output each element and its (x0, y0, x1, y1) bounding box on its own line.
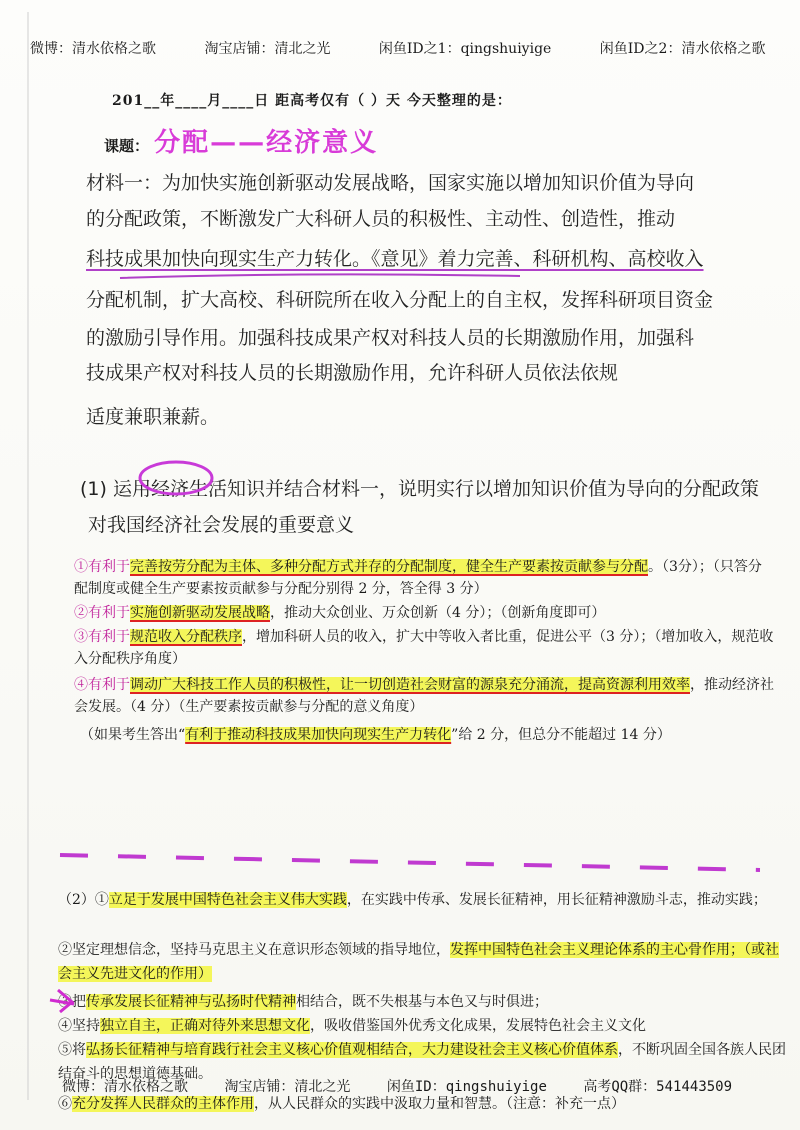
answer-item: ①有利于完善按劳分配为主体、多种分配方式并存的分配制度，健全生产要素按贡献参与分配。（3分）；（只答分配制度或健全生产要素按贡献参与分配分别得 2 分，答全得 3 分） (74, 559, 762, 597)
material-line: 分配机制，扩大高校、科研院所在收入分配上的自主权，发挥科研项目资金 (86, 289, 714, 311)
topic-label: 课题： (104, 137, 150, 155)
section2-item: ③把传承发展长征精神与弘扬时代精神相结合，既不失根基与本色又与时俱进； (58, 994, 548, 1010)
footer-xianyu: 闲鱼ID：qingshuiyige (386, 1079, 547, 1095)
section2-item: ⑤将弘扬长征精神与培育践行社会主义核心价值观相结合，大力建设社会主义核心价值体系，不断巩固全国各族人民团结奋斗的思想道德基础。 (58, 1042, 786, 1082)
date-line: 201__年____月____日 距高考仅有（ ）天 今天整理的是： (112, 93, 512, 109)
page-header (30, 38, 790, 58)
scoring-note: （如果考生答出“有利于推动科技成果加快向现实生产力转化”给 2 分，但总分不能超过 14 分） (80, 727, 671, 743)
question-line: (1) 运用经济生活知识并结合材料一，说明实行以增加知识价值为导向的分配政策 (80, 478, 759, 500)
topic-title: 分配——经济意义 (154, 128, 379, 158)
footer-qq: 高考QQ群：541443509 (583, 1079, 733, 1095)
material-line: 的分配政策，不断激发广大科研人员的积极性、主动性、创造性，推动 (86, 208, 676, 230)
answer-item: ④有利于调动广大科技工作人员的积极性，让一切创造社会财富的源泉充分涌流，提高资源利用效率，推动经济社会发展。（4 分）（生产要素按贡献参与分配的意义角度） (74, 677, 774, 715)
section2-item: ④坚持独立自主，正确对待外来思想文化，吸收借鉴国外优秀文化成果，发展特色社会主义文化 (58, 1018, 646, 1034)
purple-divider (60, 855, 760, 870)
answer-item: ②有利于实施创新驱动发展战略，推动大众创业、万众创新（4 分）；（创新角度即可） (74, 605, 606, 621)
purple-underline-mark (120, 274, 520, 278)
material-line: 适度兼职兼薪。 (86, 406, 220, 428)
section2-item: （2）①立足于发展中国特色社会主义伟大实践，在实践中传承、发展长征精神，用长征精神激励斗志，推动实践； (58, 892, 767, 908)
header-weibo: 微博：清水依格之歌 (30, 41, 156, 57)
answer-item: ③有利于规范收入分配秩序，增加科研人员的收入，扩大中等收入者比重，促进公平（3 分）；（增加收入，规范收入分配秩序角度） (74, 629, 774, 667)
page-footer (62, 1076, 760, 1096)
section2-item: ⑥充分发挥人民群众的主体作用，从人民群众的实践中汲取力量和智慧。（注意：补充一点） (58, 1096, 625, 1112)
material-line: 材料一：为加快实施创新驱动发展战略，国家实施以增加知识价值为导向 (86, 172, 695, 194)
header-xianyu-1: 闲鱼ID之1：qingshuiyige (378, 41, 552, 57)
material-line: 技成果产权对科技人员的长期激励作用，允许科研人员依法依规 (86, 362, 619, 384)
material-line: 的激励引导作用。加强科技成果产权对科技人员的长期激励作用，加强科 (86, 327, 695, 349)
footer-weibo: 微博：清水依格之歌 (62, 1079, 188, 1095)
header-taobao: 淘宝店铺：清北之光 (204, 41, 331, 57)
header-xianyu-2: 闲鱼ID之2：清水依格之歌 (599, 41, 766, 57)
material-line: 科技成果加快向现实生产力转化。《意见》着力完善、科研机构、高校收入 (86, 248, 704, 270)
footer-taobao: 淘宝店铺：清北之光 (224, 1079, 351, 1095)
topic-row (104, 122, 378, 159)
question-line: 对我国经济社会发展的重要意义 (88, 514, 355, 536)
section2-item: ②坚定理想信念，坚持马克思主义在意识形态领域的指导地位，发挥中国特色社会主义理论体系的主心骨作用；（或社会主义先进文化的作用） (58, 942, 779, 982)
